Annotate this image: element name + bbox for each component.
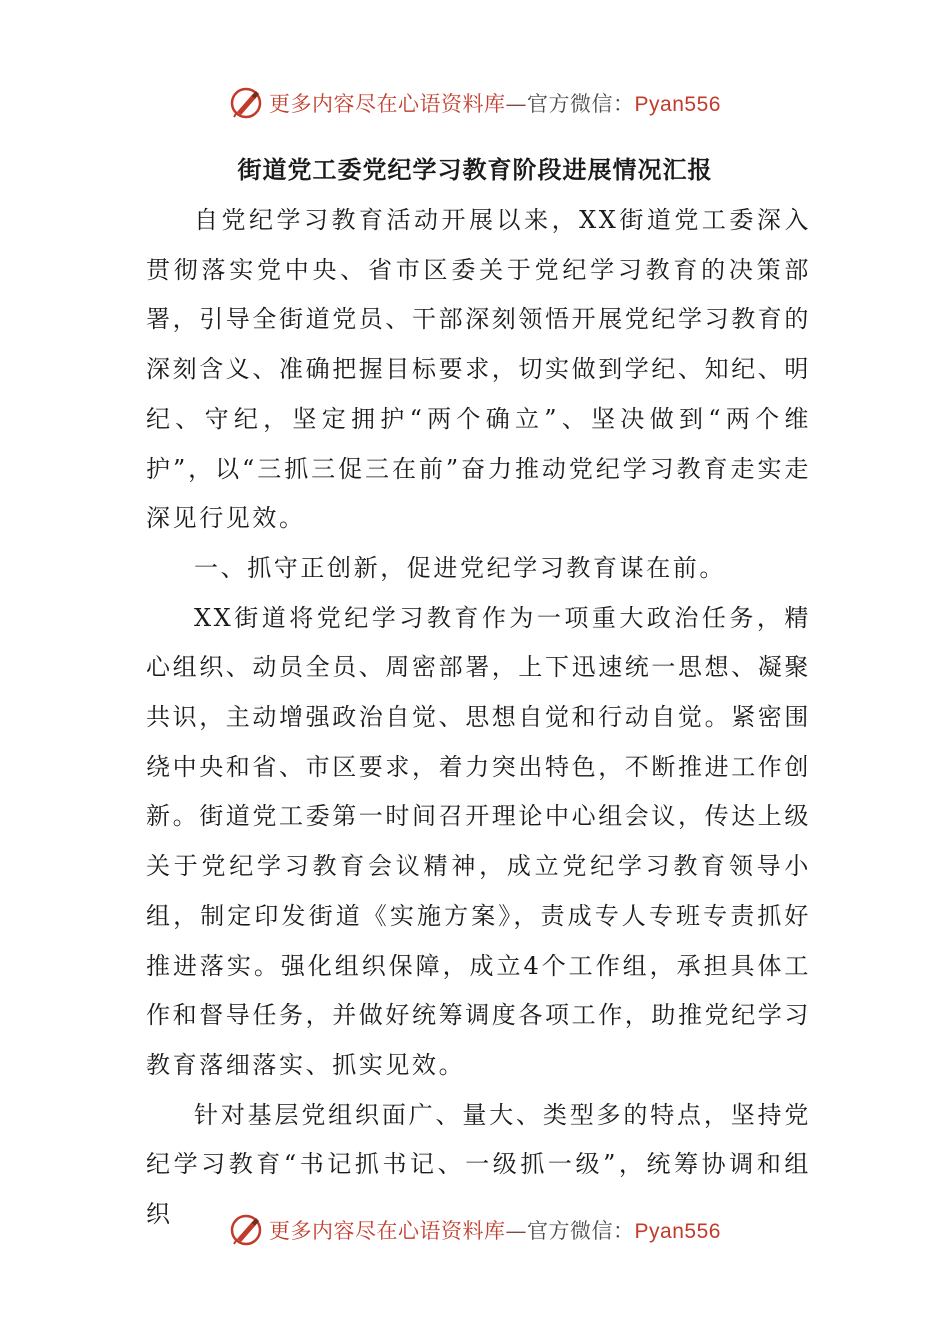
watermark-main-text: 更多内容尽在心语资料库	[269, 92, 506, 116]
watermark-separator: —	[505, 1219, 528, 1243]
pen-nib-circle-icon	[229, 1213, 263, 1247]
document-body	[146, 196, 811, 1240]
pen-nib-circle-icon	[229, 86, 263, 120]
watermark-text	[269, 88, 721, 118]
watermark-text	[269, 1215, 721, 1245]
watermark-banner-bottom	[0, 1205, 950, 1255]
body-paragraph: XX街道将党纪学习教育作为一项重大政治任务，精心组织、动员全员、周密部署，上下迅速统一思想、凝聚共识，主动增强政治自觉、思想自觉和行动自觉。紧密围绕中央和省、市区要求，着力突出特色，不断推进工作创新。街道党工委第一时间召开理论中心组会议，传达上级关于党纪学习教育会议精神，成立党纪学习教育领导小组，制定印发街道《实施方案》，责成专人专班专责抓好推进落实。强化组织保障，成立4个工作组，承担具体工作和督导任务，并做好统筹调度各项工作，助推党纪学习教育落细落实、抓实见效。	[146, 603, 811, 1079]
body-paragraph: 针对基层党组织面广、量大、类型多的特点，坚持党纪学习教育“书记抓书记、一级抓一级”，统筹协调和组织	[146, 1100, 811, 1229]
watermark-wechat-id: Pyan556	[634, 93, 721, 116]
watermark-separator: —	[505, 92, 528, 116]
document-title: 街道党工委党纪学习教育阶段进展情况汇报	[237, 156, 713, 184]
watermark-main-text: 更多内容尽在心语资料库	[269, 1219, 506, 1243]
section-heading-1: 一、抓守正创新，促进党纪学习教育谋在前。	[194, 553, 726, 582]
watermark-official-label: 官方微信：	[527, 1219, 635, 1243]
watermark-banner-top	[0, 78, 950, 128]
watermark-wechat-id: Pyan556	[634, 1220, 721, 1243]
watermark-official-label: 官方微信：	[527, 92, 635, 116]
body-paragraph-intro: 自党纪学习教育活动开展以来，XX街道党工委深入贯彻落实党中央、省市区委关于党纪学习教育的决策部署，引导全街道党员、干部深刻领悟开展党纪学习教育的深刻含义、准确把握目标要求，切实做到学纪、知纪、明纪、守纪，坚定拥护“两个确立”、坚决做到“两个维护”，以“三抓三促三在前”奋力推动党纪学习教育走实走深见行见效。	[146, 206, 811, 533]
